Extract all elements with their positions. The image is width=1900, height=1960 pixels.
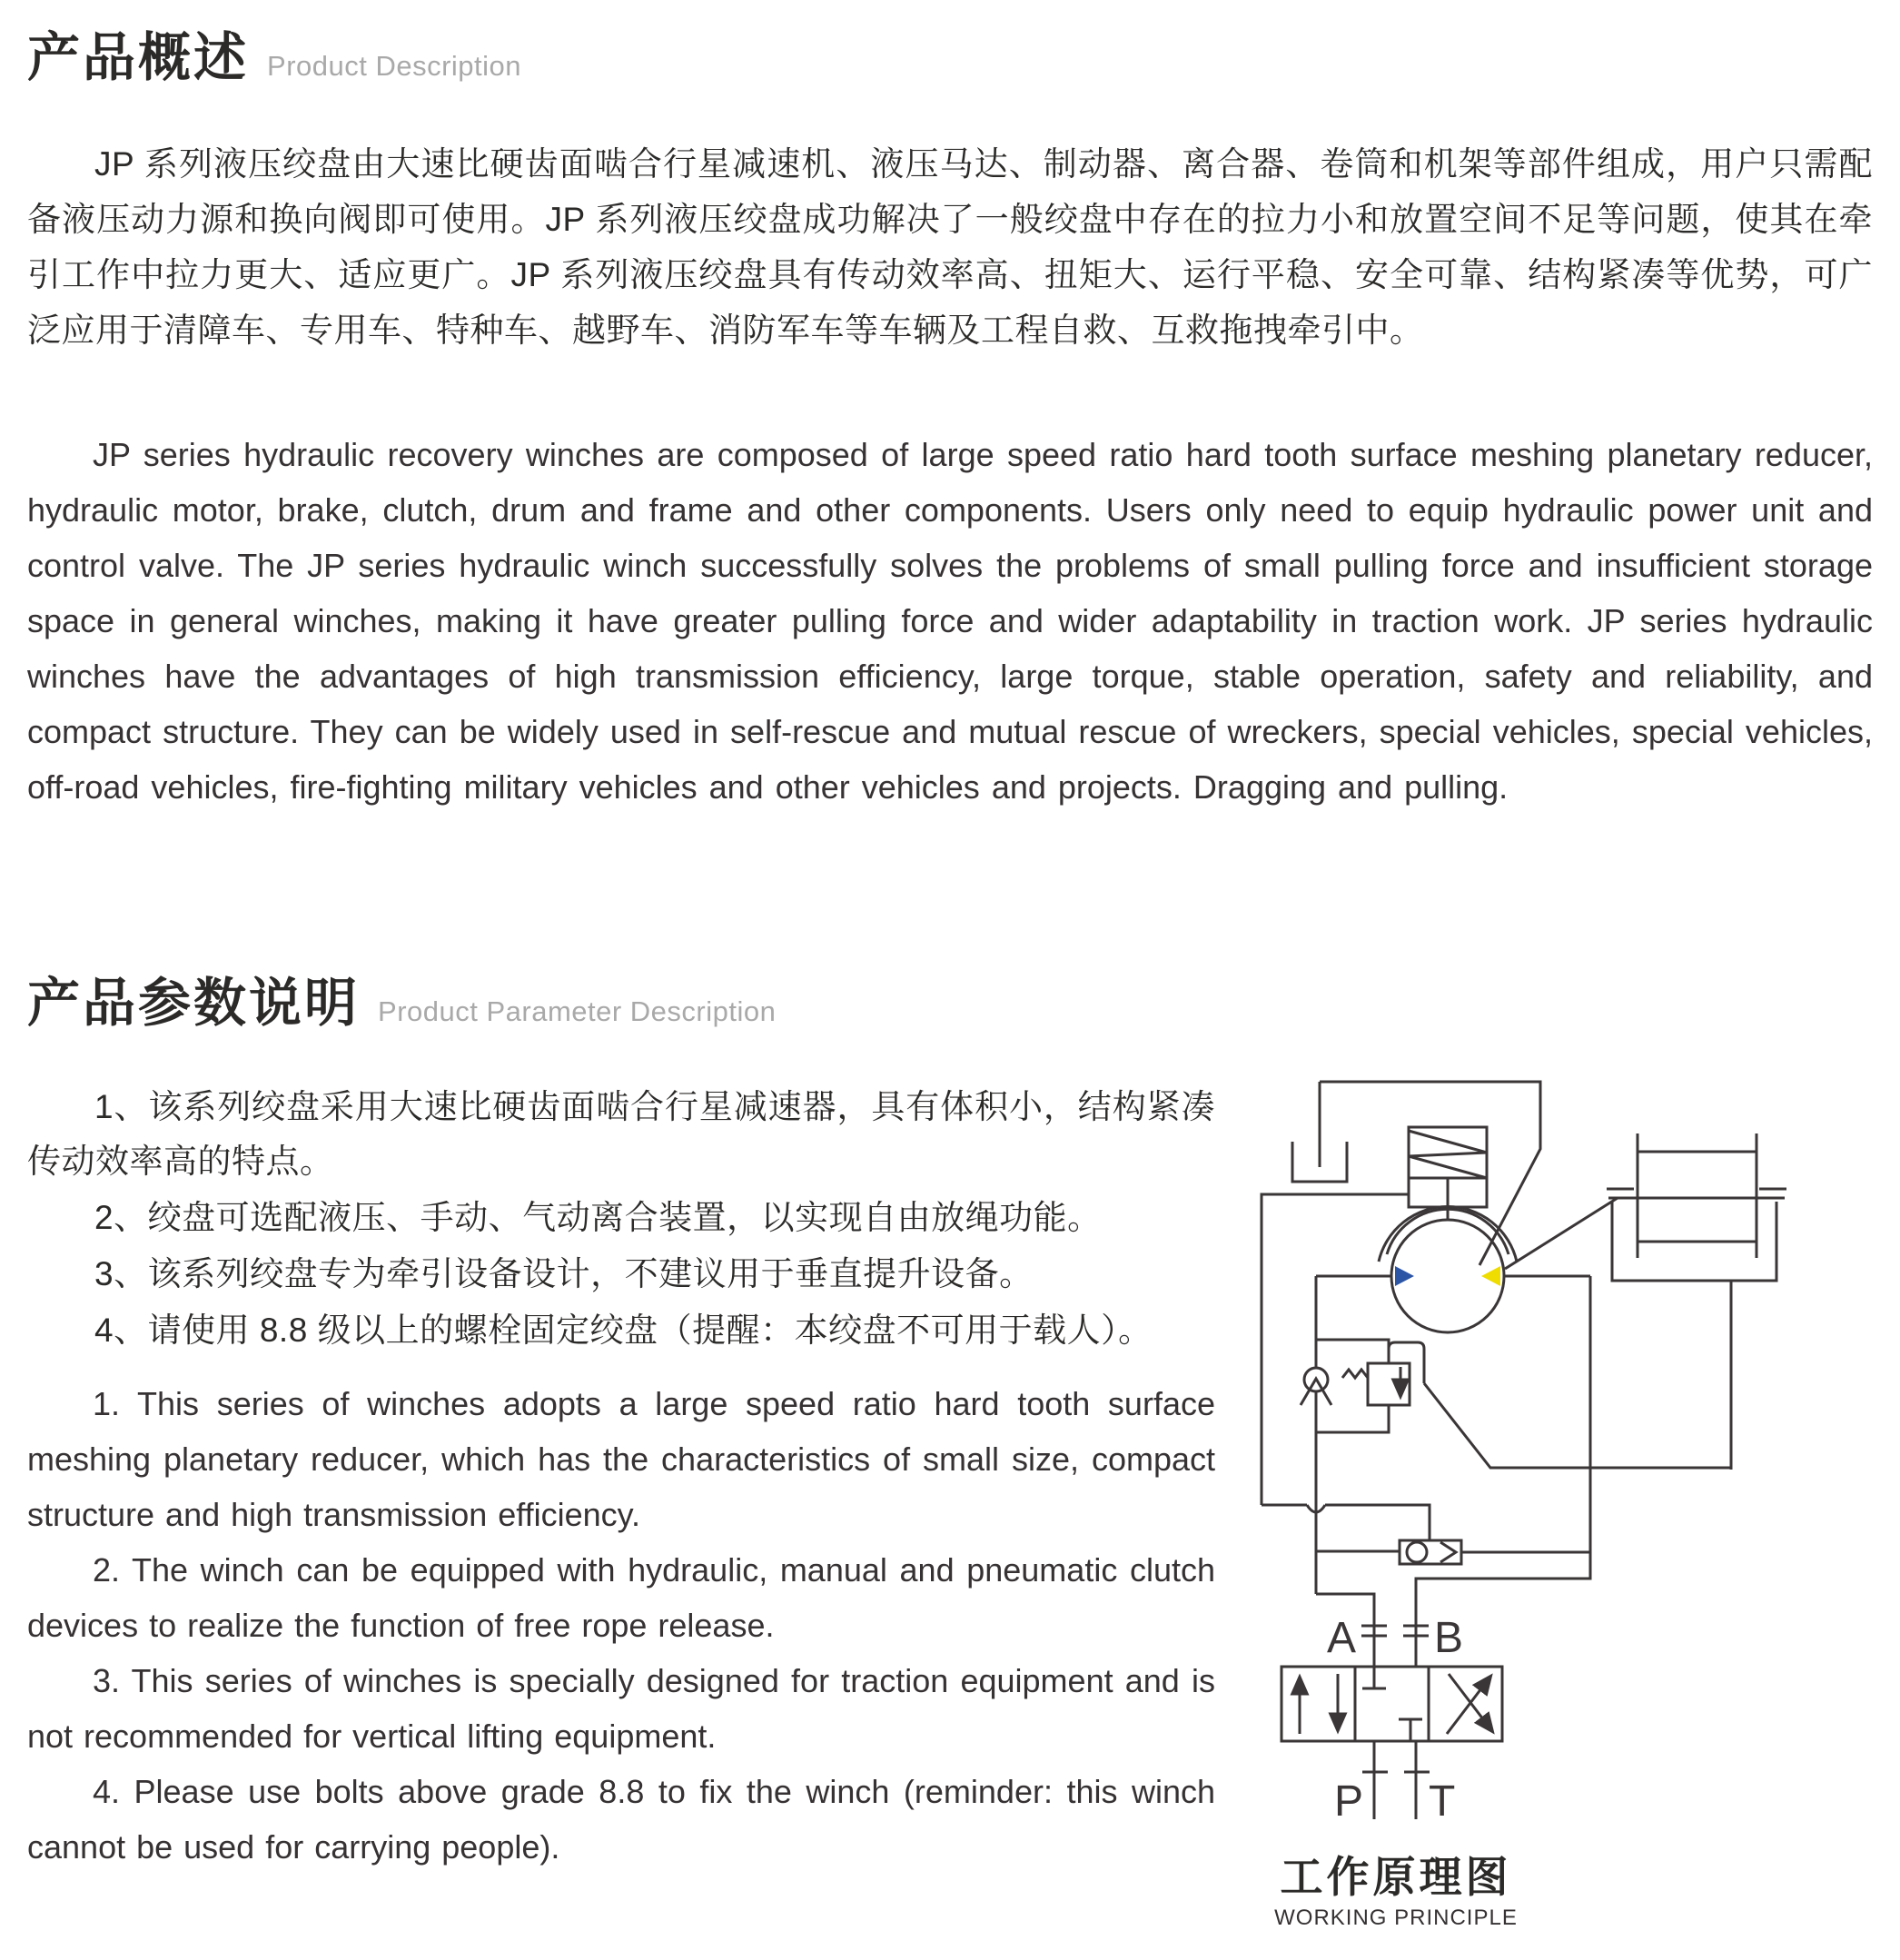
list-item: 1、该系列绞盘采用大速比硬齿面啮合行星减速器，具有体积小，结构紧凑传动效率高的特点。 — [27, 1088, 1215, 1180]
parameters-list-zh — [27, 1080, 1215, 1358]
list-item: 2. The winch can be equipped with hydraulic, manual and pneumatic clutch devices to realize the function of free rope release. — [27, 1551, 1215, 1644]
list-item: 3、该系列绞盘专为牵引设备设计，不建议用于垂直提升设备。 — [94, 1255, 1034, 1292]
diagram-caption-en: WORKING PRINCIPLE — [1274, 1906, 1518, 1930]
parameters-section-heading — [27, 960, 1873, 1036]
shuttle-valve-symbol — [1316, 1540, 1590, 1564]
diagram-caption-zh: 工作原理图 — [1280, 1853, 1512, 1901]
list-item: 1. This series of winches adopts a large speed ratio hard tooth surface meshing planetary reducer, which has the characteristics of small size, compact structure and high transmission efficiency. — [27, 1385, 1215, 1533]
overview-paragraph-en: JP series hydraulic recovery winches are composed of large speed ratio hard tooth surface meshing planetary reducer, hydraulic motor, brake, clutch, drum and frame and other components. Users only need to equip hydraulic power unit and control valve. The JP series hydraulic winch successfully solves the problems of small pulling force and insufficient storage space in general winches, making it have greater pulling force and wider adaptability in traction work. JP series hydraulic winches have the advantages of high transmission efficiency, large torque, stable operation, safety and reliability, and compact structure. They can be widely used in self-rescue and mutual rescue of wreckers, special vehicles, special vehicles, off-road vehicles, fire-fighting military vehicles and other vehicles and projects. Dragging and pulling. — [27, 436, 1873, 806]
list-item: 3. This series of winches is specially designed for traction equipment and is not recommended for vertical lifting equipment. — [27, 1662, 1215, 1755]
parameters-text-column — [27, 1040, 1215, 1875]
motor-arrow-right — [1481, 1266, 1500, 1286]
motor-arrow-left — [1395, 1266, 1414, 1286]
working-principle-diagram — [1235, 1040, 1873, 1960]
parameters-list-en — [27, 1376, 1215, 1875]
list-item: 4. Please use bolts above grade 8.8 to fix the winch (reminder: this winch cannot be used for carrying people). — [27, 1773, 1215, 1866]
parameters-content — [27, 1040, 1873, 1960]
winch-drum-symbol — [1607, 1133, 1786, 1470]
overview-title-zh: 产品概述 — [27, 28, 250, 87]
port-label-a: A — [1326, 1614, 1356, 1662]
parameters-title-en: Product Parameter Description — [378, 995, 777, 1027]
list-item: 2、绞盘可选配液压、手动、气动离合装置，以实现自由放绳功能。 — [94, 1199, 1102, 1236]
port-label-t: T — [1429, 1777, 1456, 1826]
list-item: 4、请使用 8.8 级以上的螺栓固定绞盘（提醒：本绞盘不可用于载人）。 — [94, 1312, 1153, 1349]
port-label-p: P — [1333, 1777, 1363, 1826]
relief-valve-symbol — [1316, 1340, 1731, 1468]
overview-section-heading — [27, 15, 1873, 91]
hydraulic-schematic — [1235, 1040, 1873, 1960]
overview-title-en: Product Description — [267, 50, 522, 82]
parameters-title-zh: 产品参数说明 — [27, 974, 361, 1033]
port-label-b: B — [1434, 1614, 1464, 1662]
overview-paragraph-zh: JP 系列液压绞盘由大速比硬齿面啮合行星减速机、液压马达、制动器、离合器、卷筒和机架等部件组成，用户只需配备液压动力源和换向阀即可使用。JP 系列液压绞盘成功解决了一般绞盘中存在的拉力小和放置空间不足等问题，使其在牵引工作中拉力更大、适应更广。JP 系列液压绞盘具有传动效率高、扭矩大、运行平稳、安全可靠、结构紧凑等优势，可广泛应用于清障车、专用车、特种车、越野车、消防军车等车辆及工程自救、互救拖拽牵引中。 — [27, 145, 1873, 349]
directional-valve-symbol — [1282, 1667, 1502, 1741]
